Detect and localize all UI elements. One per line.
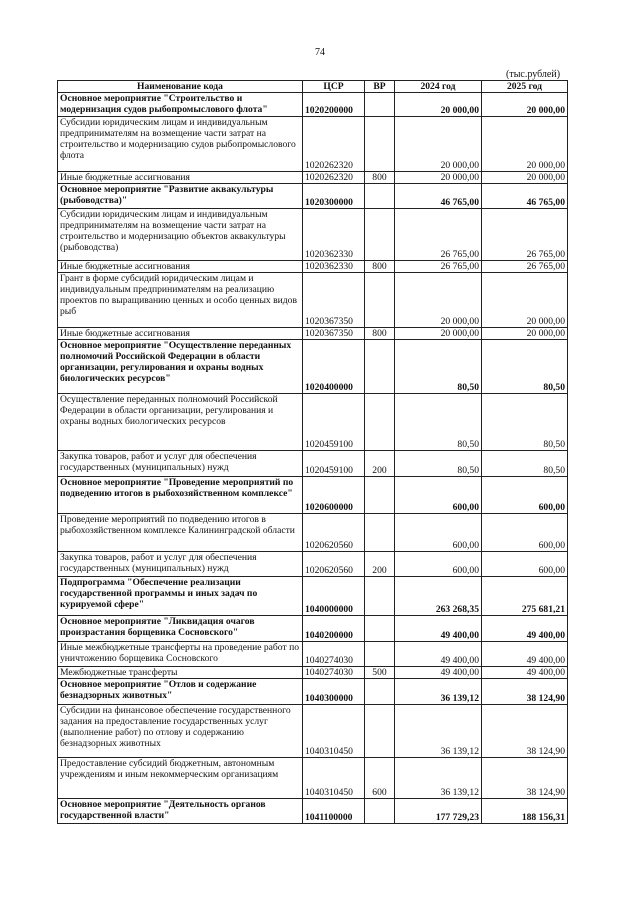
row-name: Субсидии на финансовое обеспечение государственного задания на предоставление государственных услуг (выполнение работ) по отлову и содержанию безнадзорных животных (58, 705, 303, 758)
row-name: Закупка товаров, работ и услуг для обеспечения государственных (муниципальных) нужд (58, 552, 303, 577)
header-name: Наименование кода (58, 81, 303, 93)
row-csr: 1020200000 (303, 93, 365, 117)
header-vr: ВР (365, 81, 395, 93)
row-name: Субсидии юридическим лицам и индивидуальным предпринимателям на возмещение части затрат на строительство и модернизацию судов рыбопромыслового флота (58, 117, 303, 172)
row-csr: 1040300000 (303, 679, 365, 705)
row-name: Иные бюджетные ассигнования (58, 172, 303, 184)
row-csr: 1020262320 (303, 172, 365, 184)
row-vr (365, 514, 395, 552)
table-row (58, 577, 568, 616)
row-2025: 80,50 (482, 394, 568, 451)
table-row (58, 799, 568, 824)
row-csr: 1040200000 (303, 616, 365, 642)
row-csr: 1020620560 (303, 552, 365, 577)
row-name: Грант в форме субсидий юридическим лицам и индивидуальным предпринимателям на реализацию проектов по выращиванию ценных и особо ценных видов рыб (58, 273, 303, 328)
table-row (58, 209, 568, 261)
row-2025: 49 400,00 (482, 642, 568, 667)
row-2024: 177 729,23 (395, 799, 482, 824)
table-row (58, 184, 568, 209)
row-name: Иные межбюджетные трансферты на проведение работ по уничтожению борщевика Сосновского (58, 642, 303, 667)
row-vr (365, 477, 395, 514)
row-2025: 80,50 (482, 340, 568, 394)
table-row (58, 477, 568, 514)
row-2025: 38 124,90 (482, 679, 568, 705)
row-csr: 1020300000 (303, 184, 365, 209)
row-name: Основное мероприятие "Развитие аквакультуры (рыбоводства)" (58, 184, 303, 209)
row-vr (365, 394, 395, 451)
row-vr (365, 616, 395, 642)
table-row (58, 667, 568, 679)
table-row (58, 328, 568, 340)
row-2025: 600,00 (482, 477, 568, 514)
row-2025: 38 124,90 (482, 705, 568, 758)
header-2024: 2024 год (395, 81, 482, 93)
row-vr (365, 642, 395, 667)
row-csr: 1041100000 (303, 799, 365, 824)
row-2024: 36 139,12 (395, 758, 482, 799)
row-vr: 800 (365, 172, 395, 184)
row-name: Межбюджетные трансферты (58, 667, 303, 679)
table-row (58, 451, 568, 477)
row-csr: 1020600000 (303, 477, 365, 514)
row-vr (365, 117, 395, 172)
row-2025: 600,00 (482, 514, 568, 552)
row-csr: 1040274030 (303, 667, 365, 679)
row-vr (365, 209, 395, 261)
row-2025: 26 765,00 (482, 209, 568, 261)
row-2025: 49 400,00 (482, 616, 568, 642)
row-csr: 1020459100 (303, 394, 365, 451)
row-vr (365, 93, 395, 117)
row-2025: 20 000,00 (482, 273, 568, 328)
table-body (58, 93, 568, 824)
row-2025: 46 765,00 (482, 184, 568, 209)
row-2024: 20 000,00 (395, 93, 482, 117)
row-vr (365, 705, 395, 758)
row-vr (365, 340, 395, 394)
row-csr: 1020620560 (303, 514, 365, 552)
row-name: Проведение мероприятий по подведению итогов в рыбохозяйственном комплексе Калининградской области (58, 514, 303, 552)
row-2024: 80,50 (395, 451, 482, 477)
table-row (58, 679, 568, 705)
row-csr: 1020262320 (303, 117, 365, 172)
table-row (58, 642, 568, 667)
row-name: Предоставление субсидий бюджетным, автономным учреждениям и иным некоммерческим организациям (58, 758, 303, 799)
row-csr: 1040000000 (303, 577, 365, 616)
budget-table (57, 80, 568, 824)
row-name: Субсидии юридическим лицам и индивидуальным предпринимателям на возмещение части затрат на строительство и модернизацию объектов аквакультуры (рыбоводства) (58, 209, 303, 261)
row-vr: 500 (365, 667, 395, 679)
row-2024: 26 765,00 (395, 261, 482, 273)
table-row (58, 758, 568, 799)
table-row (58, 552, 568, 577)
units-label: (тыс.рублей) (506, 69, 561, 80)
row-2024: 49 400,00 (395, 667, 482, 679)
row-name: Закупка товаров, работ и услуг для обеспечения государственных (муниципальных) нужд (58, 451, 303, 477)
table-row (58, 394, 568, 451)
table-row (58, 172, 568, 184)
table-row (58, 705, 568, 758)
row-2024: 263 268,35 (395, 577, 482, 616)
row-name: Основное мероприятие "Отлов и содержание безнадзорных животных" (58, 679, 303, 705)
table-row (58, 273, 568, 328)
row-name: Иные бюджетные ассигнования (58, 261, 303, 273)
page-number: 74 (315, 47, 325, 58)
row-2025: 20 000,00 (482, 117, 568, 172)
row-name: Основное мероприятие "Проведение мероприятий по подведению итогов в рыбохозяйственном комплексе" (58, 477, 303, 514)
table-row (58, 340, 568, 394)
row-2024: 20 000,00 (395, 273, 482, 328)
row-2024: 600,00 (395, 477, 482, 514)
row-2025: 49 400,00 (482, 667, 568, 679)
row-vr: 800 (365, 261, 395, 273)
row-2024: 49 400,00 (395, 616, 482, 642)
row-name: Подпрограмма "Обеспечение реализации государственной программы и иных задач по курируемой сфере" (58, 577, 303, 616)
row-2025: 26 765,00 (482, 261, 568, 273)
row-csr: 1020400000 (303, 340, 365, 394)
row-2024: 600,00 (395, 552, 482, 577)
row-name: Основное мероприятие "Ликвидация очагов произрастания борщевика Сосновского" (58, 616, 303, 642)
row-vr (365, 799, 395, 824)
row-2024: 600,00 (395, 514, 482, 552)
row-2024: 36 139,12 (395, 705, 482, 758)
row-csr: 1020367350 (303, 328, 365, 340)
row-name: Основное мероприятие "Строительство и модернизация судов рыбопромыслового флота" (58, 93, 303, 117)
row-2025: 20 000,00 (482, 172, 568, 184)
row-2024: 20 000,00 (395, 328, 482, 340)
row-csr: 1020362330 (303, 209, 365, 261)
table-row (58, 117, 568, 172)
row-2024: 80,50 (395, 394, 482, 451)
row-2024: 36 139,12 (395, 679, 482, 705)
row-2025: 38 124,90 (482, 758, 568, 799)
header-2025: 2025 год (482, 81, 568, 93)
row-vr: 800 (365, 328, 395, 340)
table-header-row (58, 81, 568, 93)
row-csr: 1020362330 (303, 261, 365, 273)
row-2024: 20 000,00 (395, 117, 482, 172)
row-vr (365, 679, 395, 705)
row-csr: 1020367350 (303, 273, 365, 328)
row-csr: 1040310450 (303, 758, 365, 799)
row-name: Осуществление переданных полномочий Российской Федерации в области организации, регулирования и охраны водных биологических ресурсов (58, 394, 303, 451)
row-2025: 188 156,31 (482, 799, 568, 824)
row-vr (365, 273, 395, 328)
row-2025: 275 681,21 (482, 577, 568, 616)
row-csr: 1020459100 (303, 451, 365, 477)
row-2025: 600,00 (482, 552, 568, 577)
row-vr: 600 (365, 758, 395, 799)
table-row (58, 616, 568, 642)
row-2024: 49 400,00 (395, 642, 482, 667)
row-2025: 20 000,00 (482, 328, 568, 340)
row-2024: 46 765,00 (395, 184, 482, 209)
row-vr: 200 (365, 451, 395, 477)
table-row (58, 514, 568, 552)
row-2025: 20 000,00 (482, 93, 568, 117)
row-vr (365, 184, 395, 209)
row-2024: 20 000,00 (395, 172, 482, 184)
row-vr: 200 (365, 552, 395, 577)
table-row (58, 93, 568, 117)
row-csr: 1040310450 (303, 705, 365, 758)
table-row (58, 261, 568, 273)
header-csr: ЦСР (303, 81, 365, 93)
row-2025: 80,50 (482, 451, 568, 477)
row-name: Иные бюджетные ассигнования (58, 328, 303, 340)
row-vr (365, 577, 395, 616)
row-csr: 1040274030 (303, 642, 365, 667)
row-name: Основное мероприятие "Осуществление переданных полномочий Российской Федерации в области организации, регулирования и охраны водных биологических ресурсов" (58, 340, 303, 394)
row-name: Основное мероприятие "Деятельность органов государственной власти" (58, 799, 303, 824)
row-2024: 80,50 (395, 340, 482, 394)
row-2024: 26 765,00 (395, 209, 482, 261)
